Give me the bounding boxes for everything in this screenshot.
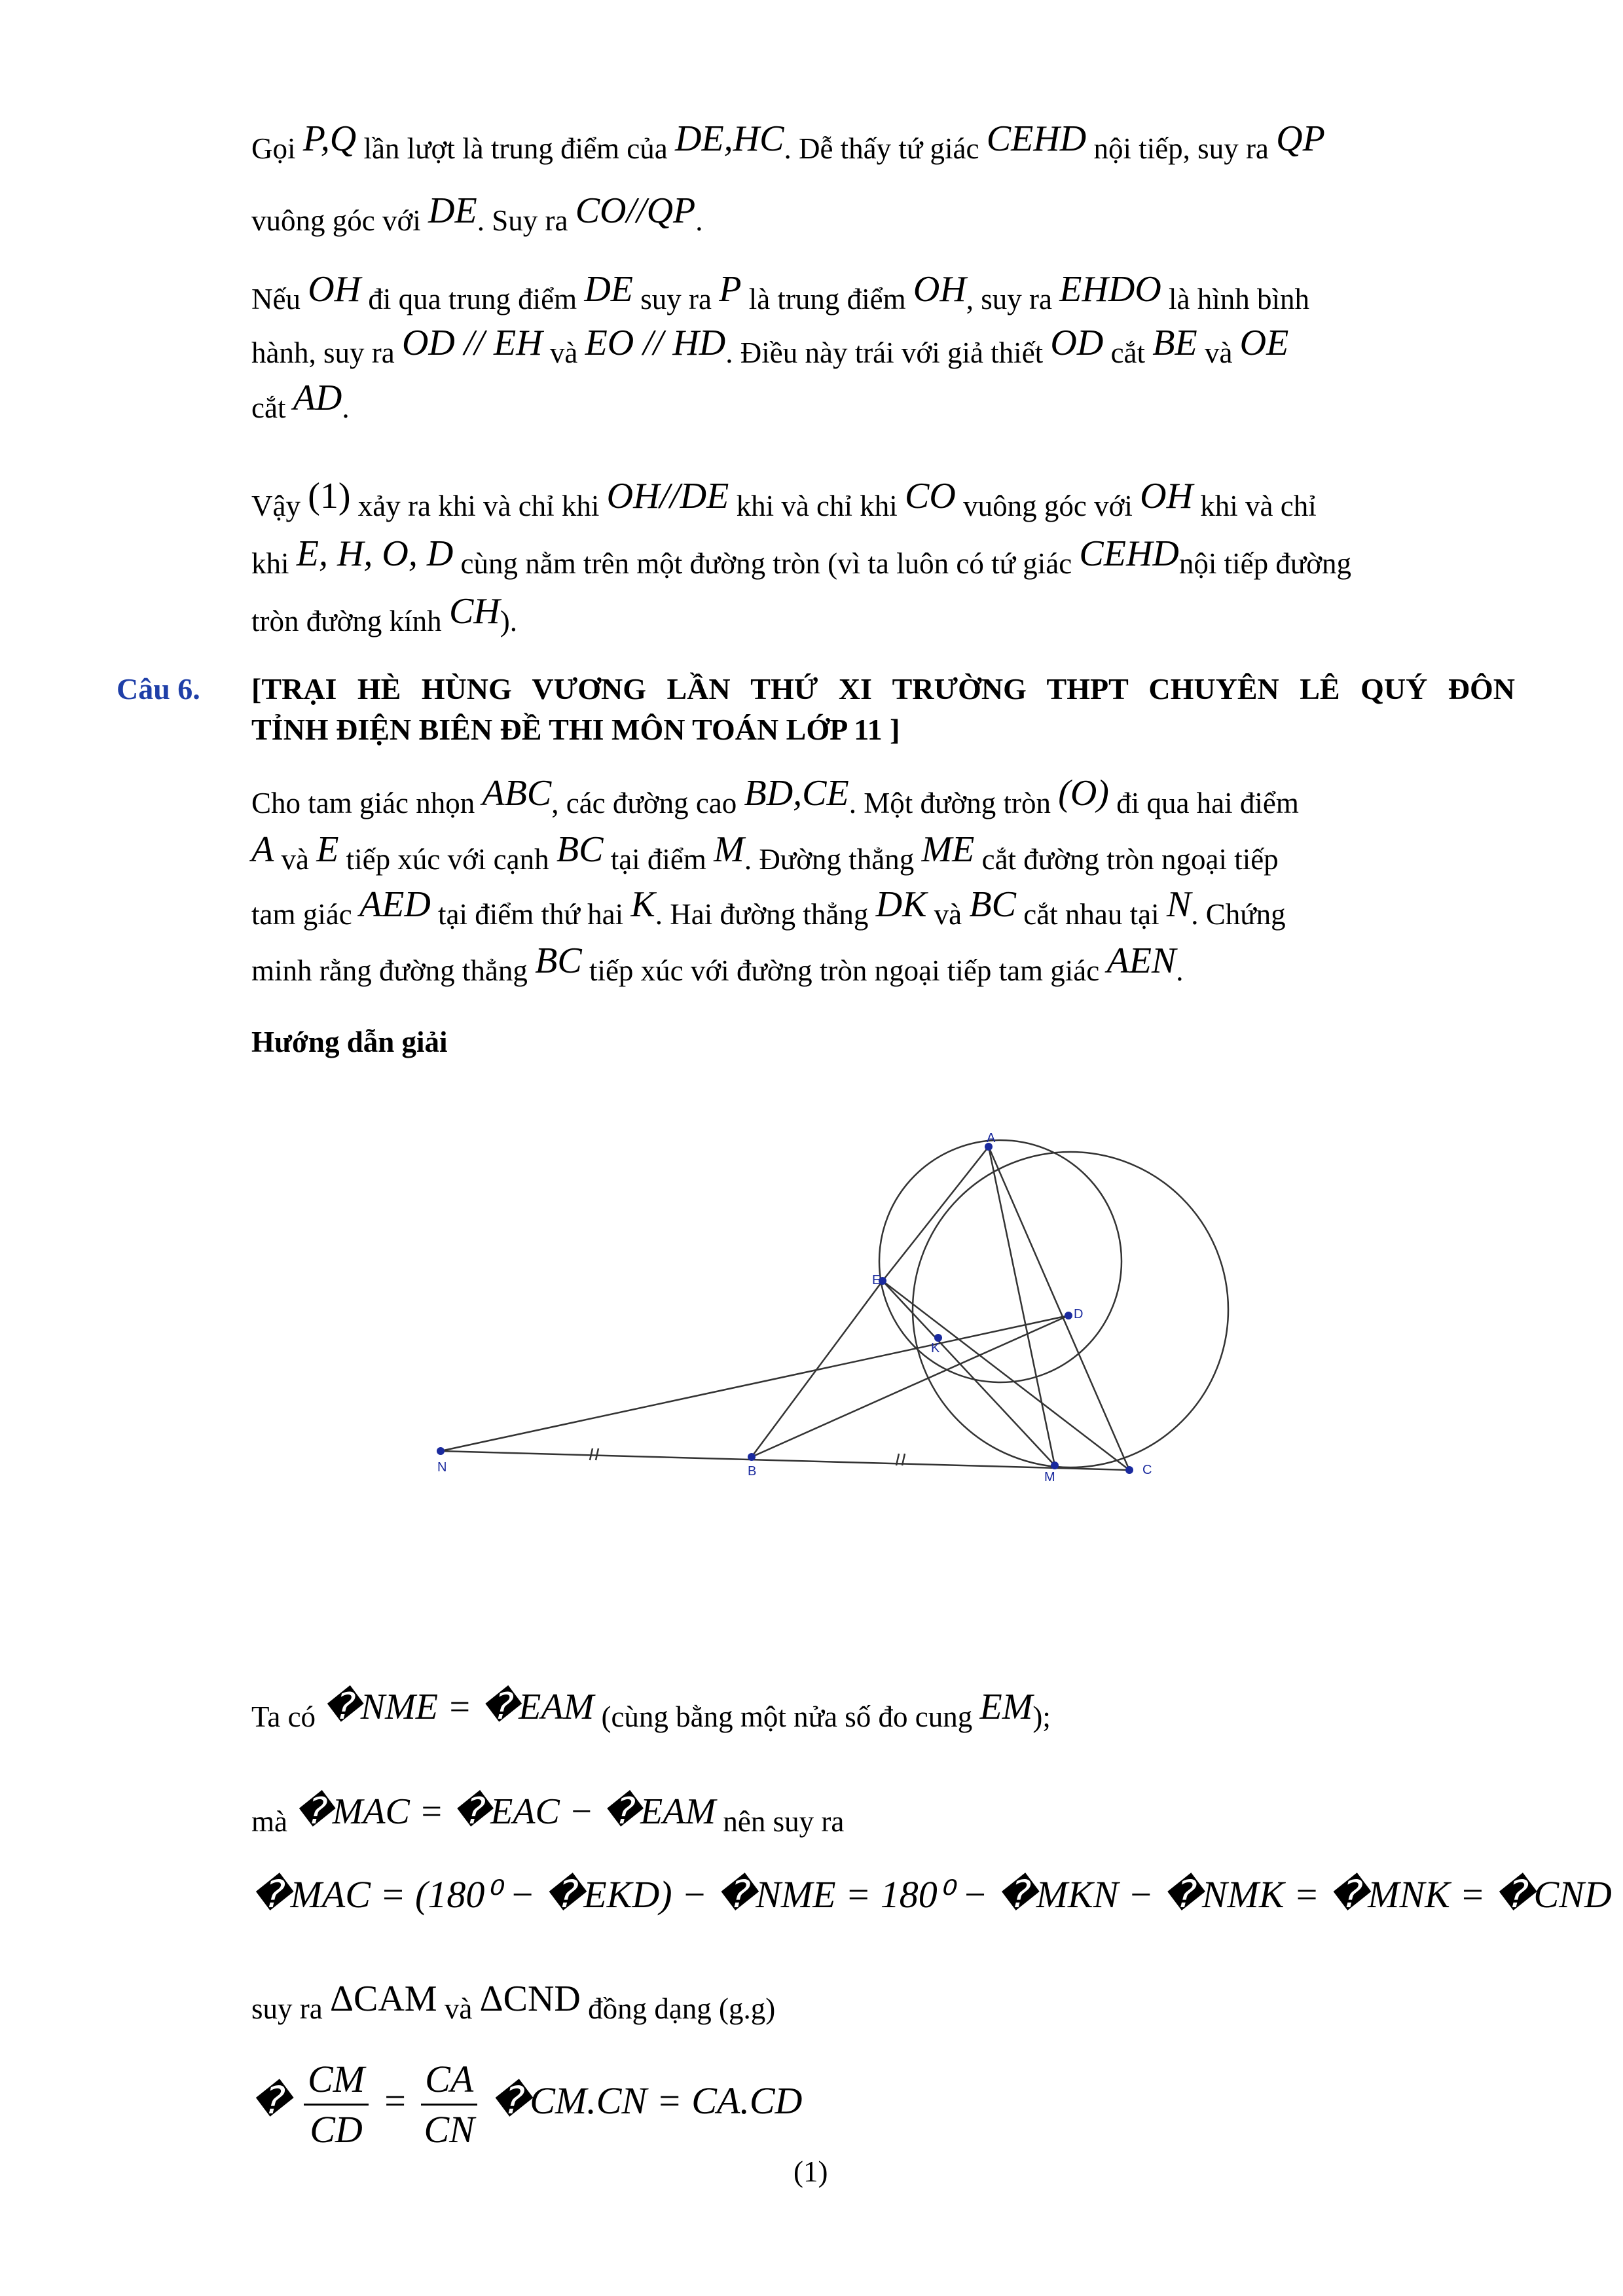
para2-line3: cắt AD. (251, 378, 350, 424)
para3-line1: Vậy (1) xảy ra khi và chỉ khi OH//DE khi và chỉ khi CO vuông góc với OH khi và chỉ (251, 476, 1317, 522)
work-line4: suy ra ΔCAM và ΔCND đồng dạng (g.g) (251, 1979, 776, 2025)
segment-em (883, 1281, 1055, 1465)
para3-line3: tròn đường kính CH). (251, 591, 517, 637)
segment-ae (883, 1147, 989, 1281)
tick-mark (596, 1448, 598, 1460)
segment-eb (752, 1281, 883, 1457)
para3-line2: khi E, H, O, D cùng nằm trên một đường tròn (vì ta luôn có tứ giác CEHDnội tiếp đường (251, 533, 1352, 580)
equation-tag: (1) (793, 2155, 828, 2188)
segment-am (989, 1147, 1055, 1465)
question-title-line1: [TRẠI HÈ HÙNG VƯƠNG LẦN THỨ XI TRƯỜNG THPT CHUYÊN LÊ QUÝ ĐÔN (251, 672, 1515, 706)
label-k: K (931, 1341, 940, 1355)
tick-mark (590, 1448, 593, 1460)
question-line3: tam giác AED tại điểm thứ hai K. Hai đường thẳng DK và BC cắt nhau tại N. Chứng (251, 884, 1286, 931)
label-b: B (748, 1464, 757, 1479)
point-n (437, 1447, 445, 1455)
point-c (1125, 1466, 1133, 1474)
point-m (1051, 1462, 1059, 1469)
work-line2: mà �MAC = �EAC − �EAM nên suy ra (251, 1791, 845, 1838)
para2-line2: hành, suy ra OD // EH và EO // HD. Điều này trái với giả thiết OD cắt BE và OE (251, 323, 1289, 369)
para2-line1: Nếu OH đi qua trung điểm DE suy ra P là trung điểm OH, suy ra EHDO là hình bình (251, 269, 1310, 315)
work-line1: Ta có �NME = �EAM (cùng bằng một nửa số đo cung EM); (251, 1687, 1051, 1733)
question-line2: A và E tiếp xúc với cạnh BC tại điểm M. Đường thẳng ME cắt đường tròn ngoại tiếp (251, 829, 1279, 876)
label-c: C (1142, 1463, 1152, 1477)
label-e: E (872, 1273, 881, 1287)
para1-line1: Gọi P,Q lần lượt là trung điểm của DE,HC. Dễ thấy tứ giác CEHD nội tiếp, suy ra QP (251, 118, 1325, 165)
point-d (1065, 1312, 1072, 1319)
label-d: D (1074, 1307, 1084, 1321)
work-line3-equation: �MAC = (180⁰ − �EKD) − �NME = 180⁰ − �MKN − �NMK = �MNK = �CND (251, 1873, 1612, 1916)
question-title-line2: TỈNH ĐIỆN BIÊN ĐỀ THI MÔN TOÁN LỚP 11 ] (251, 713, 900, 746)
solution-heading: Hướng dẫn giải (251, 1026, 448, 1058)
label-a: A (987, 1131, 996, 1145)
question-line1: Cho tam giác nhọn ABC, các đường cao BD,CE. Một đường tròn (O) đi qua hai điểm (251, 773, 1299, 819)
segment-ec (883, 1281, 1129, 1470)
para1-line2: vuông góc với DE. Suy ra CO//QP. (251, 190, 703, 237)
point-b (748, 1453, 756, 1461)
question-line4: minh rằng đường thẳng BC tiếp xúc với đường tròn ngoại tiếp tam giác AEN. (251, 941, 1184, 987)
fraction-cm-cd: $\frac{CM}{CD}$ (304, 2055, 369, 2154)
circle-o (913, 1152, 1228, 1467)
segment-nd (441, 1316, 1068, 1451)
question-number: Câu 6. (117, 672, 200, 706)
label-n: N (437, 1460, 447, 1475)
fraction-ca-cn: $\frac{CA}{CN}$ (421, 2055, 477, 2154)
label-m: M (1044, 1470, 1055, 1484)
segment-ac (989, 1147, 1129, 1470)
work-line5-fraction-equation: � $\frac{CM}{CD}$ = $\frac{CA}{CN}$ �CM.CN = CA.CD (251, 2055, 802, 2154)
